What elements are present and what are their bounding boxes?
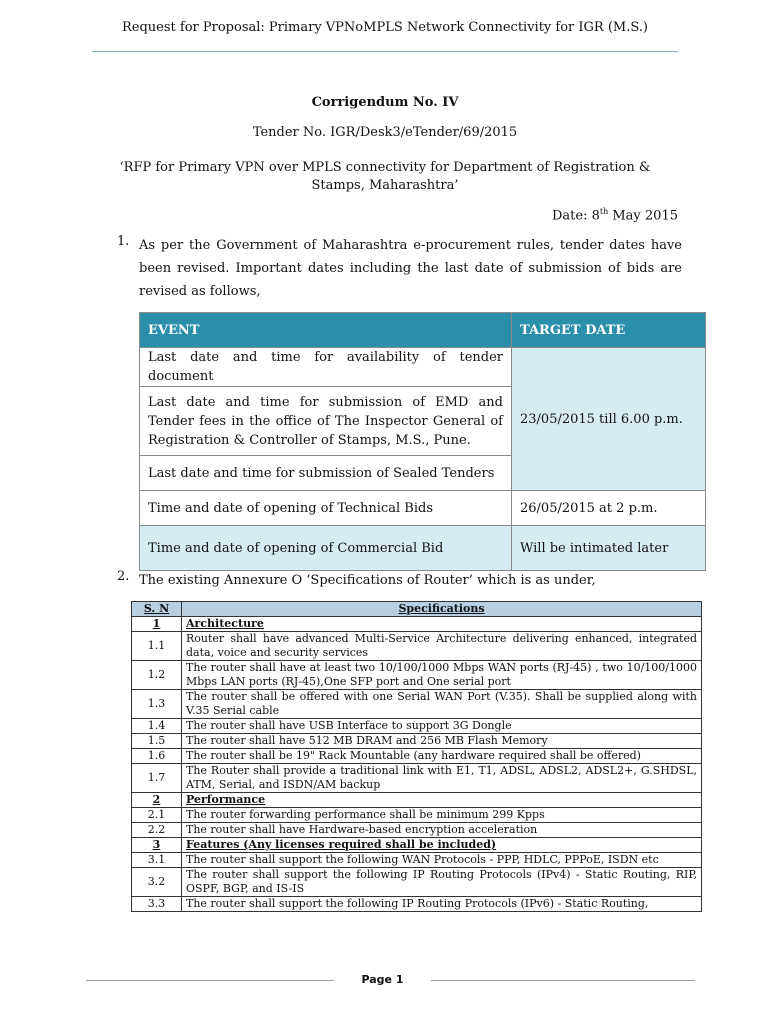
footer-divider-left <box>86 980 334 981</box>
spec-cell: The router shall have Hardware-based encryption acceleration <box>182 823 702 838</box>
paragraph-number: 1. <box>117 234 130 249</box>
spec-cell: Performance <box>182 793 702 808</box>
table-row <box>132 823 702 838</box>
date-cell: 26/05/2015 at 2 p.m. <box>512 491 706 526</box>
event-cell: Last date and time for submission of EMD and Tender fees in the office of The Inspector General of Registration & Controller of Stamps, M.S., Pune. <box>140 387 512 456</box>
sn-cell: 3.3 <box>132 897 182 912</box>
spec-cell: The router shall support the following WAN Protocols - PPP, HDLC, PPPoE, ISDN etc <box>182 853 702 868</box>
event-cell: Time and date of opening of Commercial Bid <box>140 526 512 571</box>
table-row <box>132 690 702 719</box>
event-cell: Last date and time for availability of tender document <box>140 348 512 387</box>
table-row <box>132 734 702 749</box>
spec-cell: The router shall be 19" Rack Mountable (any hardware required shall be offered) <box>182 749 702 764</box>
event-cell: Time and date of opening of Technical Bids <box>140 491 512 526</box>
paragraph-1 <box>117 234 682 303</box>
sn-cell: 1.5 <box>132 734 182 749</box>
date-cell: Will be intimated later <box>512 526 706 571</box>
table-row <box>140 526 706 571</box>
spec-cell: Features (Any licenses required shall be included) <box>182 838 702 853</box>
section-row <box>132 617 702 632</box>
sn-cell: 1.3 <box>132 690 182 719</box>
document-date: Date: 8th May 2015 <box>551 207 678 224</box>
sn-cell: 2.2 <box>132 823 182 838</box>
spec-cell: The router shall support the following IP Routing Protocols (IPv6) - Static Routing, <box>182 897 702 912</box>
page-footer <box>0 973 770 989</box>
sn-cell: 2 <box>132 793 182 808</box>
tender-number: Tender No. IGR/Desk3/eTender/69/2015 <box>252 125 518 140</box>
column-header-sn: S. N <box>132 602 182 617</box>
sn-cell: 1.4 <box>132 719 182 734</box>
table-row <box>132 868 702 897</box>
paragraph-number: 2. <box>117 569 130 584</box>
table-row <box>132 897 702 912</box>
spec-cell: The router shall have at least two 10/100/1000 Mbps WAN ports (RJ-45) , two 10/100/1000 Mbps LAN ports (RJ-45),One SFP port and One serial port <box>182 661 702 690</box>
table-row <box>132 853 702 868</box>
page-header: Request for Proposal: Primary VPNoMPLS Network Connectivity for IGR (M.S.) <box>122 20 648 35</box>
column-header-specifications: Specifications <box>182 602 702 617</box>
spec-cell: The router shall have USB Interface to support 3G Dongle <box>182 719 702 734</box>
sn-cell: 3.1 <box>132 853 182 868</box>
page-number: Page 1 <box>361 973 404 986</box>
sn-cell: 3 <box>132 838 182 853</box>
date-cell: 23/05/2015 till 6.00 p.m. <box>512 348 706 491</box>
header-divider <box>92 51 678 52</box>
revised-dates-table <box>139 312 706 571</box>
sn-cell: 1 <box>132 617 182 632</box>
spec-cell: The router shall support the following IP Routing Protocols (IPv4) - Static Routing, RIP, OSPF, BGP, and IS-IS <box>182 868 702 897</box>
sn-cell: 3.2 <box>132 868 182 897</box>
sn-cell: 1.1 <box>132 632 182 661</box>
spec-cell: The router shall be offered with one Serial WAN Port (V.35). Shall be supplied along with V.35 Serial cable <box>182 690 702 719</box>
sn-cell: 1.2 <box>132 661 182 690</box>
spec-cell: The router shall have 512 MB DRAM and 256 MB Flash Memory <box>182 734 702 749</box>
column-header-event: EVENT <box>140 313 512 348</box>
sn-cell: 1.7 <box>132 764 182 793</box>
paragraph-text: As per the Government of Maharashtra e-procurement rules, tender dates have been revised. Important dates including the last date of submission of bids are revised as follows, <box>139 238 682 299</box>
table-row <box>132 764 702 793</box>
spec-cell: Architecture <box>182 617 702 632</box>
spec-cell: The router forwarding performance shall be minimum 299 Kpps <box>182 808 702 823</box>
paragraph-2 <box>117 569 682 592</box>
rfp-title: ‘RFP for Primary VPN over MPLS connectivity for Department of Registration & Stamps, Maharashtra’ <box>119 160 651 193</box>
table-row <box>132 808 702 823</box>
sn-cell: 1.6 <box>132 749 182 764</box>
section-row <box>132 838 702 853</box>
table-row <box>132 749 702 764</box>
section-row <box>132 793 702 808</box>
table-row <box>132 632 702 661</box>
spec-cell: Router shall have advanced Multi-Service Architecture delivering enhanced, integrated data, voice and security services <box>182 632 702 661</box>
table-row <box>140 491 706 526</box>
table-row <box>132 661 702 690</box>
footer-divider-right <box>431 980 695 981</box>
spec-cell: The Router shall provide a traditional link with E1, T1, ADSL, ADSL2, ADSL2+, G.SHDSL, ATM, Serial, and ISDN/AM backup <box>182 764 702 793</box>
table-row <box>132 719 702 734</box>
event-cell: Last date and time for submission of Sealed Tenders <box>140 456 512 491</box>
table-row <box>140 348 706 387</box>
sn-cell: 2.1 <box>132 808 182 823</box>
router-spec-table <box>131 601 702 912</box>
paragraph-text: The existing Annexure O ‘Specifications of Router’ which is as under, <box>139 573 596 588</box>
column-header-target-date: TARGET DATE <box>512 313 706 348</box>
corrigendum-title: Corrigendum No. IV <box>311 95 459 110</box>
